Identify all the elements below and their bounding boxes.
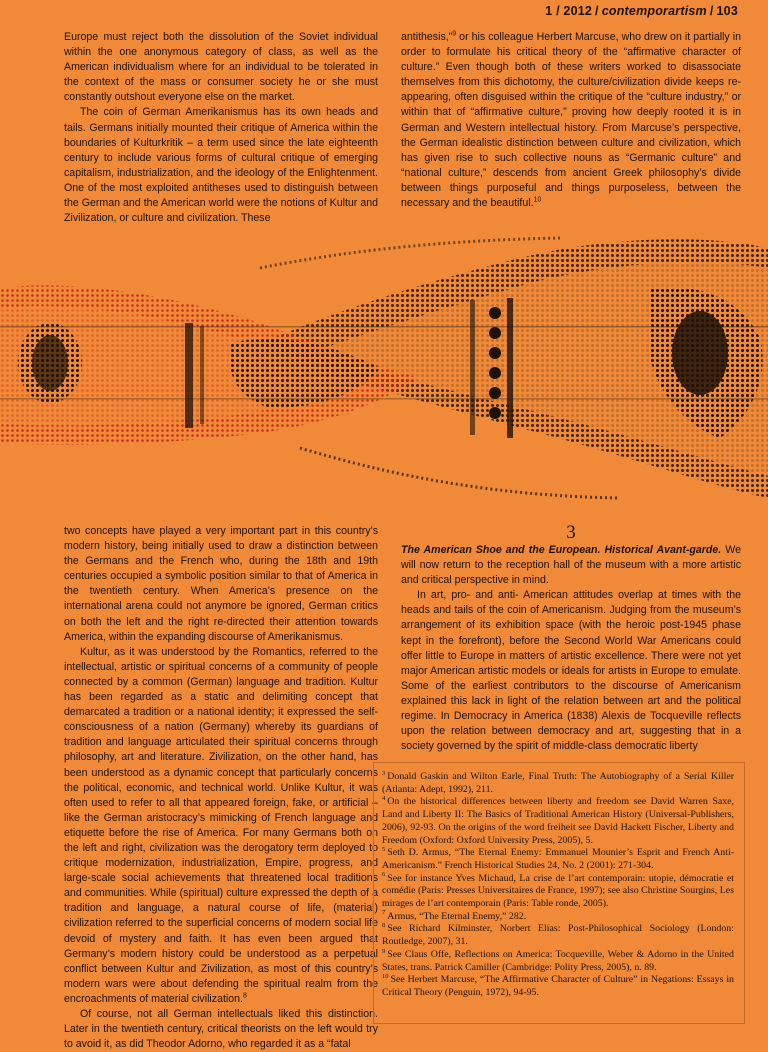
paragraph: In art, pro- and anti- American attitudes overlap at times with the heads and tails of the coin of Americanism. Judging from the museum’s arrangement of its exhibition space (with the heroic post-1945 phase kept in the forefront), before the Second World War Americans could offer little to Europe in matters of artistic excellence. There were not yet major American artistic models or ideals for artists in Europe to emulate. Some of the earliest contributors to the discourse of Americanism explained this lack in light of the relation between art and the political regime. In Democracy in America (1838) Alexis de Tocqueville reflects upon the relation between democracy and art, suggesting that in a society governed by the spirit of middle-class democratic liberty — [401, 589, 741, 753]
header-slash: / — [709, 4, 714, 18]
running-header — [545, 4, 738, 18]
header-slash: / — [595, 4, 599, 18]
footnotes-box — [373, 762, 745, 1024]
text-run: antithesis,” — [401, 31, 453, 43]
footnote — [382, 923, 734, 948]
text-run: or his colleague Herbert Marcuse, who drew on it partially in order to formulate his critical theory of the “affirmative character of culture.” Even though both of these writers worked to disassociate themselves from this dichotomy, the culture/civilization divide keeps re-appearing, often disguised within the critique of the “culture industry,” or within that of “affirmative culture,” proving how deeply rooted it is in German and Western intellectual history. From Marcuse’s perspective, the German idealistic distinction between culture and civilization, which has given rise to such collective nouns as “Germanic culture” and “national culture,” descends from ancient Greek philosophy’s divide between things purposeful and things purposeless, between the necessary and the beautiful. — [401, 31, 741, 210]
column-bottom-right — [401, 524, 741, 754]
paragraph — [401, 30, 741, 211]
footnote — [382, 847, 734, 872]
footnote-text: See for instance Yves Michaud, La crise de l’art contemporain: utopie, démocratie et comédie (Paris: Presses Universitaires de France, 1997); see also Christine Sourgins, Les mirages de l’art contemporain (Paris: Table ronde, 2005). — [382, 872, 734, 910]
footnote-number: 10 — [382, 972, 389, 980]
text-run: We will now return to the reception hall of the museum with a more artistic and critical perspective in mind. — [401, 544, 741, 587]
footnote-ref: 8 — [243, 992, 247, 1000]
footnote-text: See Claus Offe, Reflections on America: Tocqueville, Weber & Adorno in the United States, trans. Patrick Camiller (Cambridge: Polity Press, 2005), n. 89. — [382, 948, 734, 973]
footnote — [382, 771, 734, 796]
magazine-name: contemporartism — [601, 4, 707, 18]
footnote-text: See Herbert Marcuse, “The Affirmative Character of Culture” in Negations: Essays in Critical Theory (Penguin, 1972), 94-95. — [382, 974, 734, 998]
page-number: 103 — [716, 4, 738, 18]
section-title: The American Shoe and the European. Historical Avant-garde. — [401, 544, 722, 556]
column-top-left — [64, 30, 378, 226]
footnote — [382, 911, 734, 924]
footnote — [382, 796, 734, 847]
paragraph: two concepts have played a very important part in this country’s modern history, being initially used to draw a distinction between the Germans and the French who, during the 18th and 19th centuries occupied a symbolic position similar to that of America in the twentieth century. When America’s presence on the international arena could not anymore be ignored, German critics on both the left and the right re-directed their attention towards America, within the expanding discourse of Amerikanismus. — [64, 525, 378, 643]
footnote-text: On the historical differences between liberty and freedom see David Warren Saxe, Land and Liberty II: The Basics of Traditional American History (Universal-Publishers, 2006), 92-93. On the origins of the word freiheit see David Hackett Fischer, Liberty and Freedom (Oxford: Oxford University Press, 2005), 5. — [382, 796, 734, 846]
footnote-number: 5 — [382, 845, 386, 853]
footnote-ref: 10 — [533, 196, 542, 204]
footnote-number: 3 — [382, 769, 386, 777]
halftone-shoe-graphic — [0, 228, 768, 520]
footnote-text: See Richard Kilminster, Norbert Elias: Post-Philosophical Sociology (London: Routledge, 2007), 31. — [382, 923, 734, 948]
paragraph — [401, 543, 741, 588]
footnote-text: Armus, “The Eternal Enemy,” 282. — [387, 910, 527, 922]
footnote-number: 9 — [382, 947, 386, 955]
issue-number: 1 / 2012 — [545, 4, 593, 18]
footnote-ref: 9 — [452, 30, 457, 38]
paragraph: The coin of German Amerikanismus has its own heads and tails. Germans initially mounted their critique of America within the boundaries of Kulturkritik – a term used since the late eighteenth century to include various forms of cultural critique of emerging capitalism, industrialization, and the ideology of the Enlightenment. One of the most exploited antitheses used to distinguish between the German and the American world were the notions of Kultur and Zivilization, or culture and civilization. These — [64, 106, 378, 225]
paragraph — [64, 645, 378, 1007]
footnote — [382, 949, 734, 974]
column-bottom-left — [64, 524, 378, 1052]
footnote-number: 8 — [382, 922, 386, 930]
paragraph: Of course, not all German intellectuals liked this distinction. Later in the twentieth century, critical theorists on the left would try to avoid it, as did Theodor Adorno, who regarded it as a “fatal — [64, 1008, 378, 1051]
footnote-number: 7 — [382, 909, 386, 917]
text-run: Kultur, as it was understood by the Romantics, referred to the intellectual, artistic or spiritual concerns of a community of people connected by a common (German) language and tradition. Kultur has been regarded as a static and delimiting concept that demarcated a tradition or a national identity; it expressed the self-consciousness of a nation (Germany) whereby its guardians of tradition and language articulated their spiritual concerns through philosophy, art and literature. Zivilization, on the other hand, has been understood as a dynamic concept that particularly concerns the political, economic, and technical world. Unlike Kultur, it was often used to refer to all that appeared foreign, fake, or artificial – like the German aristocracy’s mimicking of French language and etiquette before the rise of America. For many Germans both on the left and right, civilization was the derogatory term deployed to critique modernization, industrialization, Empire, progress, and large-scale social achievements that threatened local traditions and communities. While (spiritual) culture expressed the depth of a tradition and language, a natural course of life, (material) civilization referred to the superficial concerns of modern social life devoid of mystery and faith. It has even been argued that Germany’s modern history could be understood as a perpetual conflict between Kultur and Zivilization, as most of this country’s modern wars were about defending the spiritual realm from the encroachments of material civilization. — [64, 645, 378, 1005]
footnote-number: 6 — [382, 871, 386, 879]
footnote — [382, 873, 734, 911]
shoe-illustration — [0, 228, 768, 520]
column-top-right — [401, 30, 741, 211]
section-number: 3 — [566, 522, 576, 543]
footnote-text: Seth D. Armus, “The Eternal Enemy: Emmanuel Mounier’s Esprit and French Anti-Americanism.” French Historical Studies 24, No. 2 (2001): 271-304. — [382, 847, 734, 871]
paragraph: Europe must reject both the dissolution of the Soviet individual within the one anonymous category of class, as well as the American individualism where for an individual to be tolerated in the context of the mass or consumer society he or she must constantly outshout everyone else on the market. — [64, 31, 378, 104]
footnote — [382, 974, 734, 999]
footnote-number: 4 — [382, 795, 386, 803]
footnote-text: Donald Gaskin and Wilton Earle, Final Truth: The Autobiography of a Serial Killer (Atlanta: Adept, 1992), 211. — [382, 771, 734, 795]
